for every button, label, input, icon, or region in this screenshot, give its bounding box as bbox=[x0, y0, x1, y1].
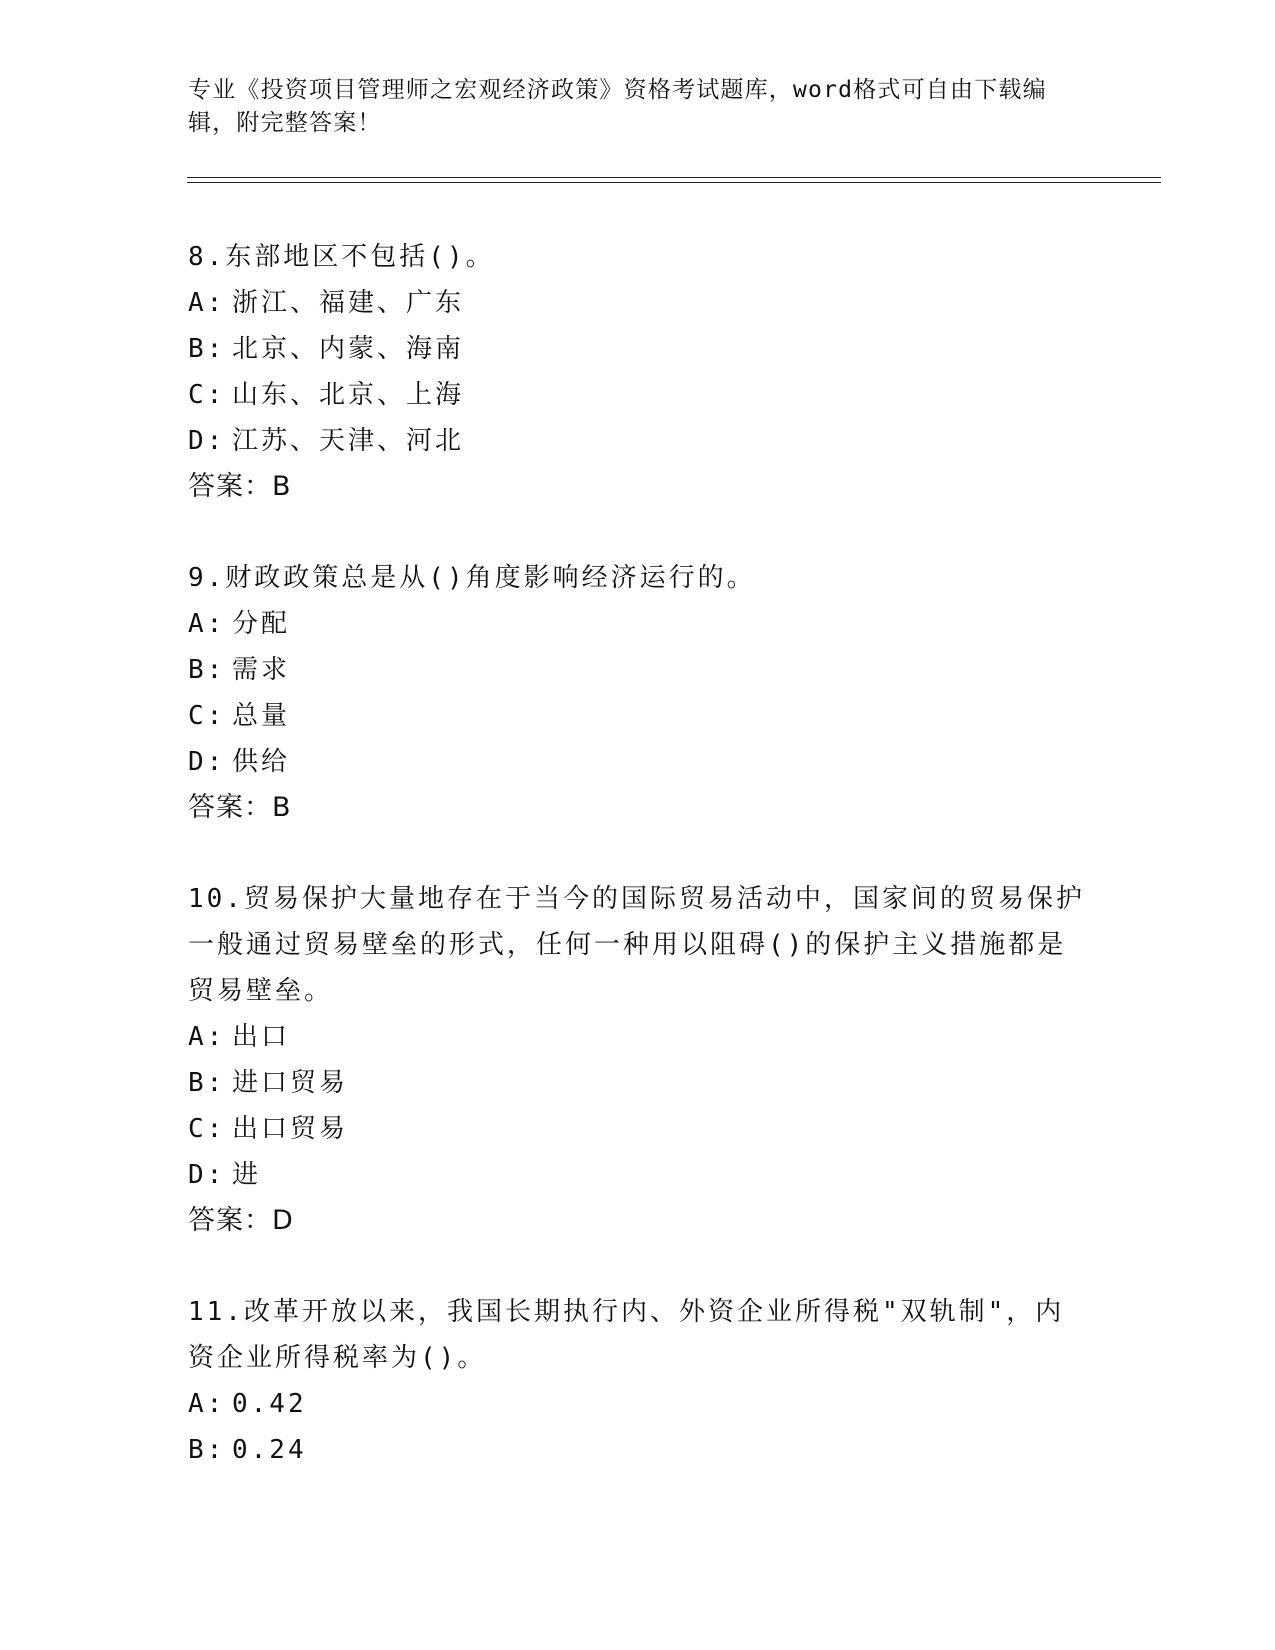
question-8 bbox=[188, 234, 1088, 510]
option-text: 0.42 bbox=[232, 1389, 307, 1419]
header-rule-bottom bbox=[187, 182, 1161, 183]
option-c bbox=[188, 693, 1088, 739]
option-b bbox=[188, 1427, 1088, 1473]
question-stem: 11.改革开放以来，我国长期执行内、外资企业所得税"双轨制"，内资企业所得税率为()。 bbox=[188, 1297, 1065, 1373]
question-11 bbox=[188, 1289, 1088, 1473]
answer-line: 答案：D bbox=[188, 1205, 294, 1236]
option-text: 出口贸易 bbox=[232, 1114, 349, 1144]
option-d bbox=[188, 739, 1088, 785]
option-text: 供给 bbox=[232, 747, 291, 777]
option-letter: D: bbox=[188, 747, 226, 777]
option-a bbox=[188, 601, 1088, 647]
option-text: 北京、内蒙、海南 bbox=[232, 334, 465, 364]
option-letter: C: bbox=[188, 1114, 226, 1144]
option-text: 山东、北京、上海 bbox=[232, 380, 465, 410]
option-a bbox=[188, 1014, 1088, 1060]
option-letter: D: bbox=[188, 1160, 226, 1190]
option-letter: A: bbox=[188, 1022, 226, 1052]
option-c bbox=[188, 372, 1088, 418]
header-rule-top bbox=[187, 177, 1161, 178]
option-text: 分配 bbox=[232, 609, 291, 639]
option-letter: C: bbox=[188, 380, 226, 410]
option-text: 0.24 bbox=[232, 1435, 307, 1465]
option-letter: A: bbox=[188, 1389, 226, 1419]
option-letter: B: bbox=[188, 1435, 226, 1465]
option-d bbox=[188, 1152, 1088, 1198]
question-stem: 8.东部地区不包括()。 bbox=[188, 242, 495, 272]
option-a bbox=[188, 1381, 1088, 1427]
option-text: 进口贸易 bbox=[232, 1068, 349, 1098]
question-stem: 9.财政政策总是从()角度影响经济运行的。 bbox=[188, 563, 756, 593]
question-stem: 10.贸易保护大量地存在于当今的国际贸易活动中，国家间的贸易保护一般通过贸易壁垒的形式，任何一种用以阻碍()的保护主义措施都是贸易壁垒。 bbox=[188, 884, 1085, 1006]
option-d bbox=[188, 418, 1088, 464]
option-letter: D: bbox=[188, 426, 226, 456]
option-letter: A: bbox=[188, 288, 226, 318]
option-c bbox=[188, 1106, 1088, 1152]
option-text: 进 bbox=[232, 1160, 262, 1190]
option-letter: B: bbox=[188, 655, 226, 685]
option-b bbox=[188, 1060, 1088, 1106]
document-header: 专业《投资项目管理师之宏观经济政策》资格考试题库，word格式可自由下载编辑，附完整答案！ bbox=[188, 77, 1047, 136]
answer-line: 答案：B bbox=[188, 792, 292, 823]
option-text: 需求 bbox=[232, 655, 291, 685]
question-9 bbox=[188, 555, 1088, 831]
option-text: 出口 bbox=[232, 1022, 291, 1052]
option-a bbox=[188, 280, 1088, 326]
option-letter: B: bbox=[188, 334, 226, 364]
option-letter: A: bbox=[188, 609, 226, 639]
option-b bbox=[188, 647, 1088, 693]
option-text: 江苏、天津、河北 bbox=[232, 426, 465, 456]
option-text: 浙江、福建、广东 bbox=[232, 288, 465, 318]
option-text: 总量 bbox=[232, 701, 291, 731]
option-letter: B: bbox=[188, 1068, 226, 1098]
option-letter: C: bbox=[188, 701, 226, 731]
answer-line: 答案：B bbox=[188, 471, 292, 502]
option-b bbox=[188, 326, 1088, 372]
question-10 bbox=[188, 876, 1088, 1244]
